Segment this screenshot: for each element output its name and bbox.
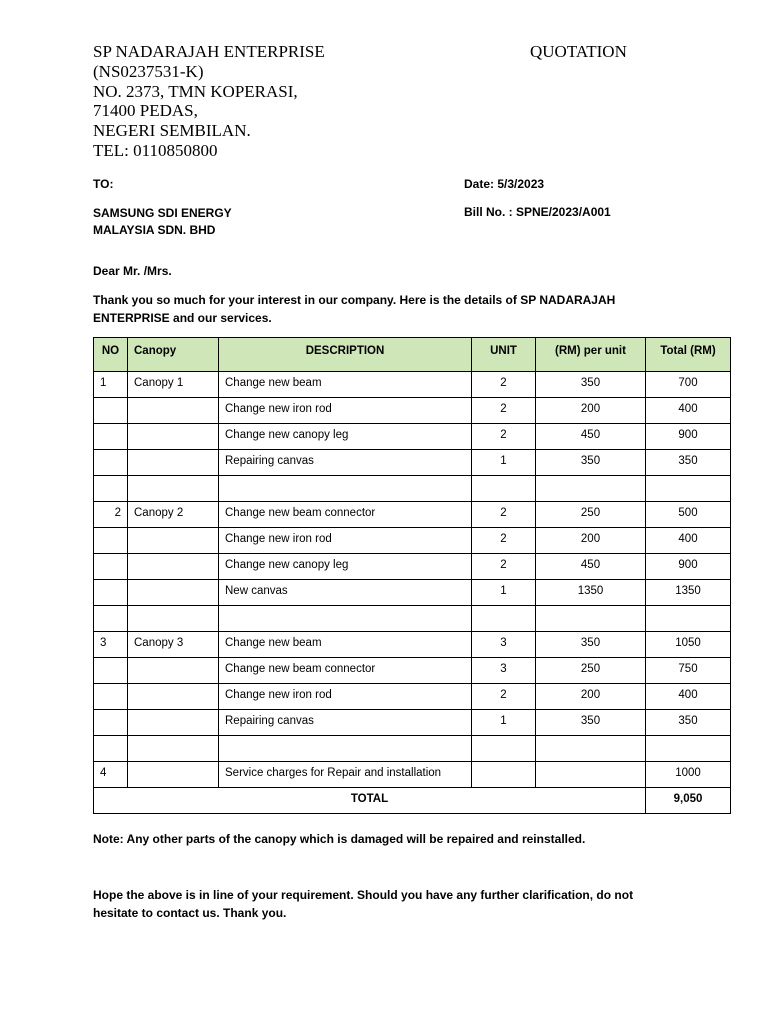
cell-price: 450 (536, 554, 646, 580)
cell-no (94, 450, 128, 476)
cell-no: 3 (94, 632, 128, 658)
doc-title: QUOTATION (530, 42, 627, 61)
cell-unit (472, 606, 536, 632)
cell-no (94, 736, 128, 762)
cell-no (94, 658, 128, 684)
company-reg-no: (NS0237531-K) (93, 61, 204, 81)
cell-total (646, 606, 731, 632)
cell-canopy (128, 684, 219, 710)
cell-price: 350 (536, 372, 646, 398)
cell-no (94, 684, 128, 710)
header-canopy: Canopy (128, 338, 219, 372)
recipient-line2: MALAYSIA SDN. BHD (93, 223, 216, 237)
cell-total: 700 (646, 372, 731, 398)
table-row (94, 502, 731, 528)
cell-total: 1000 (646, 762, 731, 788)
cell-description: Change new beam (219, 632, 472, 658)
header-description: DESCRIPTION (219, 338, 472, 372)
header-total: Total (RM) (646, 338, 731, 372)
table-row (94, 658, 731, 684)
company-address-line1: NO. 2373, TMN KOPERASI, (93, 81, 298, 101)
total-value: 9,050 (646, 788, 731, 814)
table-row (94, 762, 731, 788)
table-row (94, 424, 731, 450)
company-address-line3: NEGERI SEMBILAN. (93, 121, 251, 141)
table-row (94, 684, 731, 710)
cell-canopy (128, 710, 219, 736)
cell-unit: 2 (472, 684, 536, 710)
cell-price (536, 736, 646, 762)
total-row (94, 788, 731, 814)
table-row (94, 528, 731, 554)
company-name: SP NADARAJAH ENTERPRISE (93, 42, 325, 61)
cell-unit: 2 (472, 554, 536, 580)
cell-unit: 2 (472, 528, 536, 554)
cell-price: 200 (536, 398, 646, 424)
table-row (94, 372, 731, 398)
table-row (94, 580, 731, 606)
cell-price: 350 (536, 632, 646, 658)
cell-description: Change new iron rod (219, 398, 472, 424)
cell-unit: 2 (472, 424, 536, 450)
cell-unit: 2 (472, 502, 536, 528)
cell-unit: 3 (472, 658, 536, 684)
cell-canopy (128, 658, 219, 684)
cell-price: 1350 (536, 580, 646, 606)
cell-canopy (128, 606, 219, 632)
cell-unit: 2 (472, 372, 536, 398)
cell-total: 750 (646, 658, 731, 684)
cell-price: 450 (536, 424, 646, 450)
cell-canopy (128, 528, 219, 554)
cell-unit: 1 (472, 450, 536, 476)
cell-no (94, 554, 128, 580)
cell-no: 1 (94, 372, 128, 398)
cell-canopy (128, 450, 219, 476)
table-row (94, 632, 731, 658)
cell-total: 900 (646, 554, 731, 580)
table-row (94, 554, 731, 580)
cell-price (536, 606, 646, 632)
cell-price: 250 (536, 658, 646, 684)
cell-total (646, 736, 731, 762)
cell-description: Service charges for Repair and installation (219, 762, 472, 788)
recipient-line1: SAMSUNG SDI ENERGY (93, 206, 232, 220)
table-row (94, 606, 731, 632)
cell-no: 4 (94, 762, 128, 788)
cell-description: Change new iron rod (219, 528, 472, 554)
cell-description: Change new beam (219, 372, 472, 398)
cell-price (536, 476, 646, 502)
to-label: TO: (93, 177, 114, 191)
cell-canopy (128, 580, 219, 606)
cell-unit: 2 (472, 398, 536, 424)
cell-unit (472, 736, 536, 762)
cell-unit: 3 (472, 632, 536, 658)
cell-no (94, 424, 128, 450)
cell-description: New canvas (219, 580, 472, 606)
cell-no (94, 528, 128, 554)
quotation-table (93, 337, 731, 814)
cell-canopy (128, 398, 219, 424)
bill-number: Bill No. : SPNE/2023/A001 (464, 205, 611, 219)
cell-total: 400 (646, 398, 731, 424)
note-text: Note: Any other parts of the canopy which is damaged will be repaired and reinstalled. (93, 832, 586, 846)
table-header-row (94, 338, 731, 372)
cell-description (219, 476, 472, 502)
cell-price: 350 (536, 710, 646, 736)
cell-description: Repairing canvas (219, 450, 472, 476)
cell-no (94, 606, 128, 632)
table-row (94, 398, 731, 424)
intro-text: Thank you so much for your interest in our company. Here is the details of SP NADARAJAH ENTERPRISE and our services. (93, 293, 616, 325)
cell-no: 2 (94, 502, 128, 528)
table-row (94, 710, 731, 736)
cell-canopy (128, 736, 219, 762)
header-unit: UNIT (472, 338, 536, 372)
total-label: TOTAL (94, 788, 646, 814)
cell-total: 1050 (646, 632, 731, 658)
cell-price: 350 (536, 450, 646, 476)
cell-canopy: Canopy 1 (128, 372, 219, 398)
cell-unit (472, 762, 536, 788)
cell-price: 250 (536, 502, 646, 528)
table-row (94, 450, 731, 476)
cell-description (219, 606, 472, 632)
cell-canopy (128, 424, 219, 450)
cell-description: Change new beam connector (219, 502, 472, 528)
cell-unit: 1 (472, 580, 536, 606)
cell-canopy (128, 762, 219, 788)
cell-price (536, 762, 646, 788)
cell-description: Change new beam connector (219, 658, 472, 684)
cell-description: Change new iron rod (219, 684, 472, 710)
cell-total: 400 (646, 684, 731, 710)
table-row (94, 736, 731, 762)
cell-no (94, 710, 128, 736)
recipient (93, 205, 232, 239)
cell-total (646, 476, 731, 502)
cell-no (94, 476, 128, 502)
cell-description: Repairing canvas (219, 710, 472, 736)
closing-text: Hope the above is in line of your requirement. Should you have any further clarification, do not hesitate to contact us. Thank you. (93, 888, 634, 920)
table-row (94, 476, 731, 502)
cell-total: 500 (646, 502, 731, 528)
cell-no (94, 398, 128, 424)
cell-total: 900 (646, 424, 731, 450)
cell-unit (472, 476, 536, 502)
cell-canopy: Canopy 3 (128, 632, 219, 658)
company-tel: TEL: 0110850800 (93, 140, 218, 160)
cell-no (94, 580, 128, 606)
cell-canopy: Canopy 2 (128, 502, 219, 528)
cell-unit: 1 (472, 710, 536, 736)
cell-canopy (128, 476, 219, 502)
salutation: Dear Mr. /Mrs. (93, 264, 172, 278)
date: Date: 5/3/2023 (464, 177, 545, 191)
header-price-per-unit: (RM) per unit (536, 338, 646, 372)
company-address-line2: 71400 PEDAS, (93, 101, 198, 121)
cell-total: 1350 (646, 580, 731, 606)
cell-description: Change new canopy leg (219, 554, 472, 580)
cell-description (219, 736, 472, 762)
header-no: NO (94, 338, 128, 372)
cell-total: 400 (646, 528, 731, 554)
cell-total: 350 (646, 450, 731, 476)
cell-canopy (128, 554, 219, 580)
cell-price: 200 (536, 528, 646, 554)
cell-total: 350 (646, 710, 731, 736)
cell-price: 200 (536, 684, 646, 710)
cell-description: Change new canopy leg (219, 424, 472, 450)
